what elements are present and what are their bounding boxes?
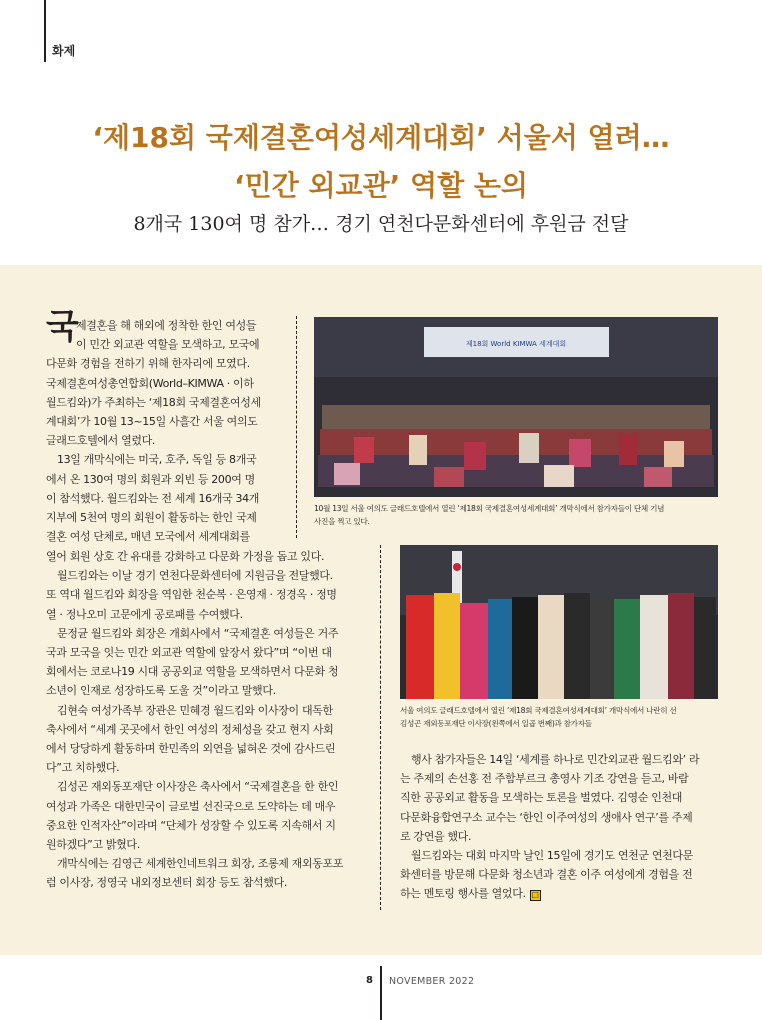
- paragraph-line: 는 주제의 손선홍 전 주함부르크 총영사 기조 강연을 듣고, 바람: [400, 772, 689, 786]
- caption-line: 서울 여의도 글래드호텔에서 열린 ‘제18회 국제결혼여성세계대회’ 개막식에서 나란히 선: [400, 706, 677, 715]
- issue-label: NOVEMBER 2022: [389, 976, 475, 987]
- article-left-column: [46, 316, 286, 546]
- paragraph-line: 중요한 인적자산”이라며 “단체가 성장할 수 있도록 지속해서 지: [46, 818, 336, 832]
- paragraph-line: 계대회’가 10월 13~15일 사흘간 서울 여의도: [46, 415, 258, 429]
- paragraph-line: 월드킴와는 이날 경기 연천다문화센터에 지원금을 전달했다.: [57, 569, 333, 583]
- group-photo-image: [314, 317, 718, 497]
- paragraph-line: 행사 참가자들은 14일 ‘세계를 하나로 민간외교관 월드킴와’ 라: [411, 753, 700, 766]
- paragraph-line: 축사에서 “세계 곳곳에서 한인 여성의 정체성을 갖고 현지 사회: [46, 722, 334, 736]
- footer-rule: [380, 966, 382, 1020]
- leaders-photo-image: [400, 545, 718, 699]
- paragraph-text: 하는 멘토링 행사를 열었다.: [400, 887, 526, 901]
- paragraph-line: 월드킴와)가 주최하는 ‘제18회 국제결혼여성세: [46, 395, 261, 409]
- paragraph-line: 국과 모국을 잇는 민간 외교관 역할에 앞장서 왔다”며 “이번 대: [46, 646, 332, 660]
- paragraph-line: 회에서는 코로나19 시대 공공외교 역할을 모색하면서 다문화 청: [46, 665, 339, 679]
- paragraph-line: 원하겠다”고 밝혔다.: [46, 838, 140, 852]
- paragraph-line: 국제결혼여성총연합회(World–KIMWA · 이하: [46, 376, 254, 390]
- paragraph-line: [400, 884, 718, 903]
- paragraph-line: 지부에 5천여 명의 회원이 활동하는 한인 국제: [46, 511, 257, 525]
- drop-cap: 국: [46, 307, 79, 347]
- banner-text: 제18회 World KIMWA 세계대회: [465, 340, 567, 348]
- subheadline: 8개국 130여 명 참가… 경기 연천다문화센터에 후원금 전달: [133, 213, 629, 235]
- paragraph-line: 여성과 가족은 대한민국이 글로벌 선진국으로 도약하는 데 매우: [46, 799, 336, 813]
- paragraph-line: 화센터를 방문해 다문화 청소년과 결혼 이주 여성에게 경험을 전: [400, 868, 693, 882]
- paragraph-line: 결혼 여성 단체로, 매년 모국에서 세계대회를: [46, 530, 250, 544]
- paragraph-line: 럼 이사장, 정영국 내외정보센터 회장 등도 참석했다.: [46, 876, 287, 890]
- article-wide-column: [46, 547, 361, 893]
- paragraph-line: 에서 당당하게 활동하며 한민족의 외연을 넓혀온 것에 감사드린: [46, 742, 336, 756]
- leaders-photo: [400, 545, 718, 699]
- paragraph-line: 로 강연을 했다.: [400, 829, 472, 843]
- paragraph-line: 월드킴와는 대회 마지막 날인 15일에 경기도 연천군 연천다문: [411, 849, 693, 863]
- caption-line: 김성곤 재외동포재단 이사장(왼쪽에서 일곱 번째)과 참가자들: [400, 718, 592, 728]
- paragraph-line: 직한 공공외교 활동을 모색하는 토론을 벌였다. 김영순 인천대: [400, 791, 683, 805]
- paragraph-line: 글래드호텔에서 열렸다.: [46, 434, 156, 448]
- paragraph-line: 이 참석했다. 월드킴와는 전 세계 16개국 34개: [46, 491, 260, 505]
- group-photo-caption: [314, 503, 664, 528]
- paragraph-line: 13일 개막식에는 미국, 호주, 독일 등 8개국: [57, 453, 257, 467]
- paragraph-line: 에서 온 130여 명의 회원과 외빈 등 200여 명: [46, 472, 255, 486]
- section-label: 화제: [52, 44, 76, 58]
- people: [406, 593, 716, 699]
- paragraph-line: 문정균 월드킴와 회장은 개회사에서 “국제결혼 여성들은 거주: [57, 626, 339, 640]
- paragraph-line: 다문화융합연구소 교수는 ‘한인 이주여성의 생애사 연구’를 주제: [400, 810, 693, 824]
- paragraph-line: 개막식에는 김영근 세계한인네트워크 회장, 조롱제 재외동포포: [57, 857, 344, 871]
- paragraph-line: 제결혼을 해 해외에 정착한 한인 여성들: [76, 319, 257, 332]
- headline-line1: ‘제18회 국제결혼여성세계대회’ 서울서 열려…: [92, 121, 670, 154]
- caption-line: 사진을 찍고 있다.: [314, 516, 370, 526]
- paragraph-line: 소년이 인재로 성장하도록 도울 것”이라고 말했다.: [46, 684, 276, 698]
- paragraph-line: 다문화 경험을 전하기 위해 한자리에 모였다.: [46, 357, 250, 371]
- paragraph-line: 또 역대 월드킴와 회장을 역임한 천순복 · 은영재 · 정경옥 · 정명: [46, 588, 337, 602]
- column-divider: [380, 545, 381, 910]
- paragraph-line: 김현숙 여성가족부 장관은 민혜경 월드킴와 이사장이 대독한: [57, 703, 333, 717]
- paragraph-line: 다”고 치하했다.: [46, 761, 120, 775]
- headline-line2: ‘민간 외교관’ 역할 논의: [234, 169, 528, 202]
- caption-line: 10월 13일 서울 여의도 글래드호텔에서 열린 ‘제18회 국제결혼여성세계대회’ 개막식에서 참가자들이 단체 기념: [314, 504, 665, 513]
- crowd: [318, 405, 714, 487]
- paragraph-line: 김성곤 재외동포재단 이사장은 축사에서 “국제결혼을 한 한인: [57, 780, 339, 794]
- article-right-column: [400, 750, 718, 904]
- column-divider: [296, 316, 297, 538]
- section-rule: [44, 0, 46, 62]
- paragraph-line: 이 민간 외교관 역할을 모색하고, 모국에: [76, 338, 260, 352]
- group-photo: [314, 317, 718, 497]
- paragraph-line: 열어 회원 상호 간 유대를 강화하고 다문화 가정을 돕고 있다.: [46, 550, 325, 563]
- page-number: 8: [366, 975, 373, 986]
- leaders-photo-caption: [400, 705, 676, 730]
- paragraph-line: 열 · 정나오미 고문에게 공로패를 수여했다.: [46, 607, 243, 621]
- end-mark-icon: ☐: [530, 890, 541, 901]
